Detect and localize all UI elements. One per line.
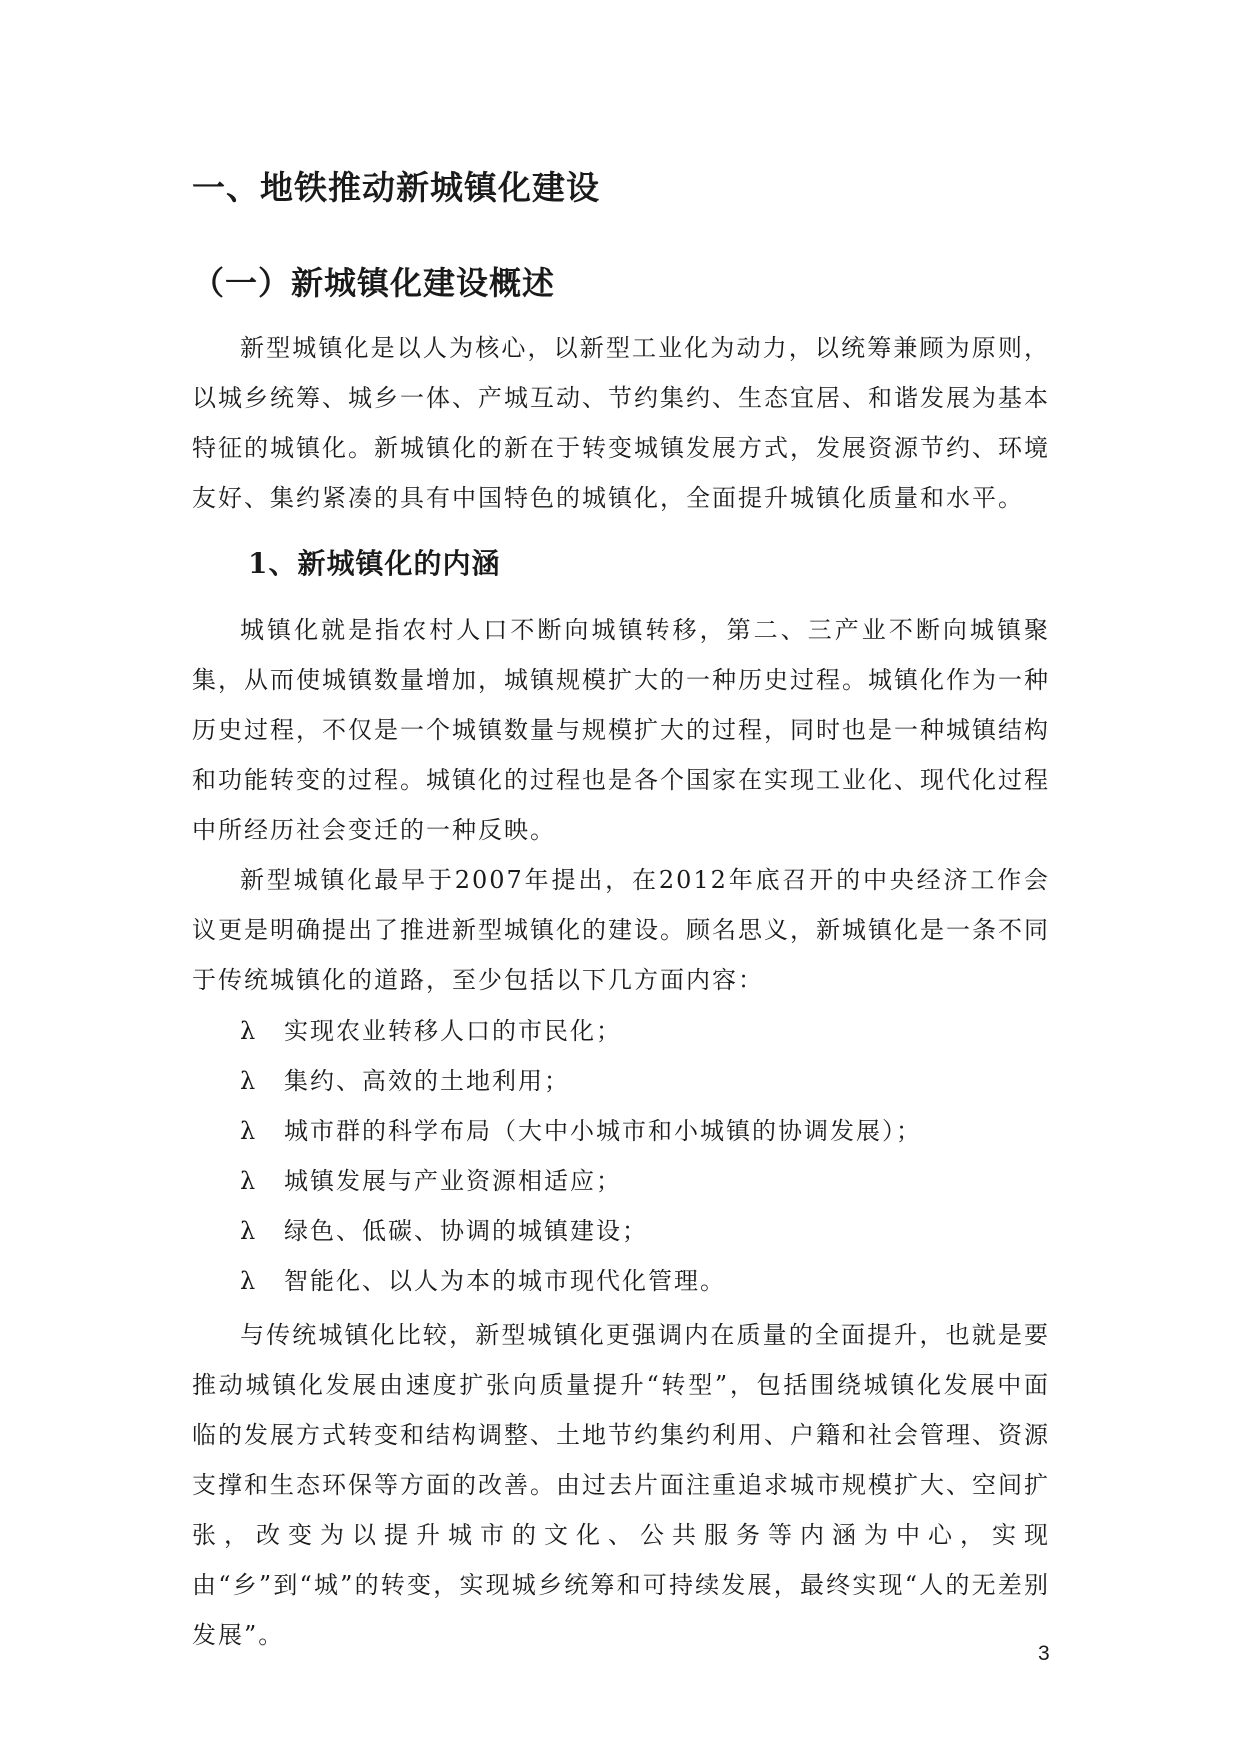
list-item-text: 绿色、低碳、协调的城镇建设； [284, 1217, 648, 1245]
overview-paragraph: 新型城镇化是以人为核心，以新型工业化为动力，以统筹兼顾为原则，以城乡统筹、城乡一体、产城互动、节约集约、生态宜居、和谐发展为基本特征的城镇化。新城镇化的新在于转变城镇发展方式，发展资源节约、环境友好、集约紧凑的具有中国特色的城镇化，全面提升城镇化质量和水平。 [192, 334, 1050, 512]
list-item-text: 实现农业转移人口的市民化； [284, 1017, 622, 1045]
list-item [240, 1106, 1040, 1156]
list-marker: λ [240, 1217, 258, 1245]
list-item [240, 1206, 1040, 1256]
list-item-text: 城镇发展与产业资源相适应； [284, 1167, 622, 1195]
list-item [240, 1156, 1040, 1206]
section-heading: 一、地铁推动新城镇化建设 [192, 168, 600, 207]
subsubsection-heading: 1、新城镇化的内涵 [248, 547, 501, 580]
definition-paragraph: 城镇化就是指农村人口不断向城镇转移，第二、三产业不断向城镇聚集，从而使城镇数量增加，城镇规模扩大的一种历史过程。城镇化作为一种历史过程，不仅是一个城镇数量与规模扩大的过程，同时也是一种城镇结构和功能转变的过程。城镇化的过程也是各个国家在实现工业化、现代化过程中所经历社会变迁的一种反映。 [192, 616, 1050, 844]
comparison-paragraph: 与传统城镇化比较，新型城镇化更强调内在质量的全面提升，也就是要推动城镇化发展由速度扩张向质量提升“转型”，包括围绕城镇化发展中面临的发展方式转变和结构调整、土地节约集约利用、户籍和社会管理、资源支撑和生态环保等方面的改善。由过去片面注重追求城市规模扩大、空间扩张，改变为以提升城市的文化、公共服务等内涵为中心，实现由“乡”到“城”的转变，实现城乡统筹和可持续发展，最终实现“人的无差别发展”。 [192, 1321, 1050, 1649]
list-item [240, 1256, 1040, 1306]
list-marker: λ [240, 1017, 258, 1045]
list-marker: λ [240, 1167, 258, 1195]
history-paragraph: 新型城镇化最早于2007年提出，在2012年底召开的中央经济工作会议更是明确提出了推进新型城镇化的建设。顾名思义，新城镇化是一条不同于传统城镇化的道路，至少包括以下几方面内容： [192, 866, 1050, 994]
list-item-text: 集约、高效的土地利用； [284, 1067, 570, 1095]
list-marker: λ [240, 1267, 258, 1295]
list-marker: λ [240, 1117, 258, 1145]
list-item [240, 1006, 1040, 1056]
page-number: 3 [1038, 1642, 1050, 1665]
list-item-text: 智能化、以人为本的城市现代化管理。 [284, 1267, 726, 1295]
content-list [240, 1006, 1040, 1306]
list-item-text: 城市群的科学布局（大中小城市和小城镇的协调发展）； [284, 1117, 922, 1145]
list-item [240, 1056, 1040, 1106]
list-marker: λ [240, 1067, 258, 1095]
subsection-heading: （一）新城镇化建设概述 [192, 264, 556, 302]
